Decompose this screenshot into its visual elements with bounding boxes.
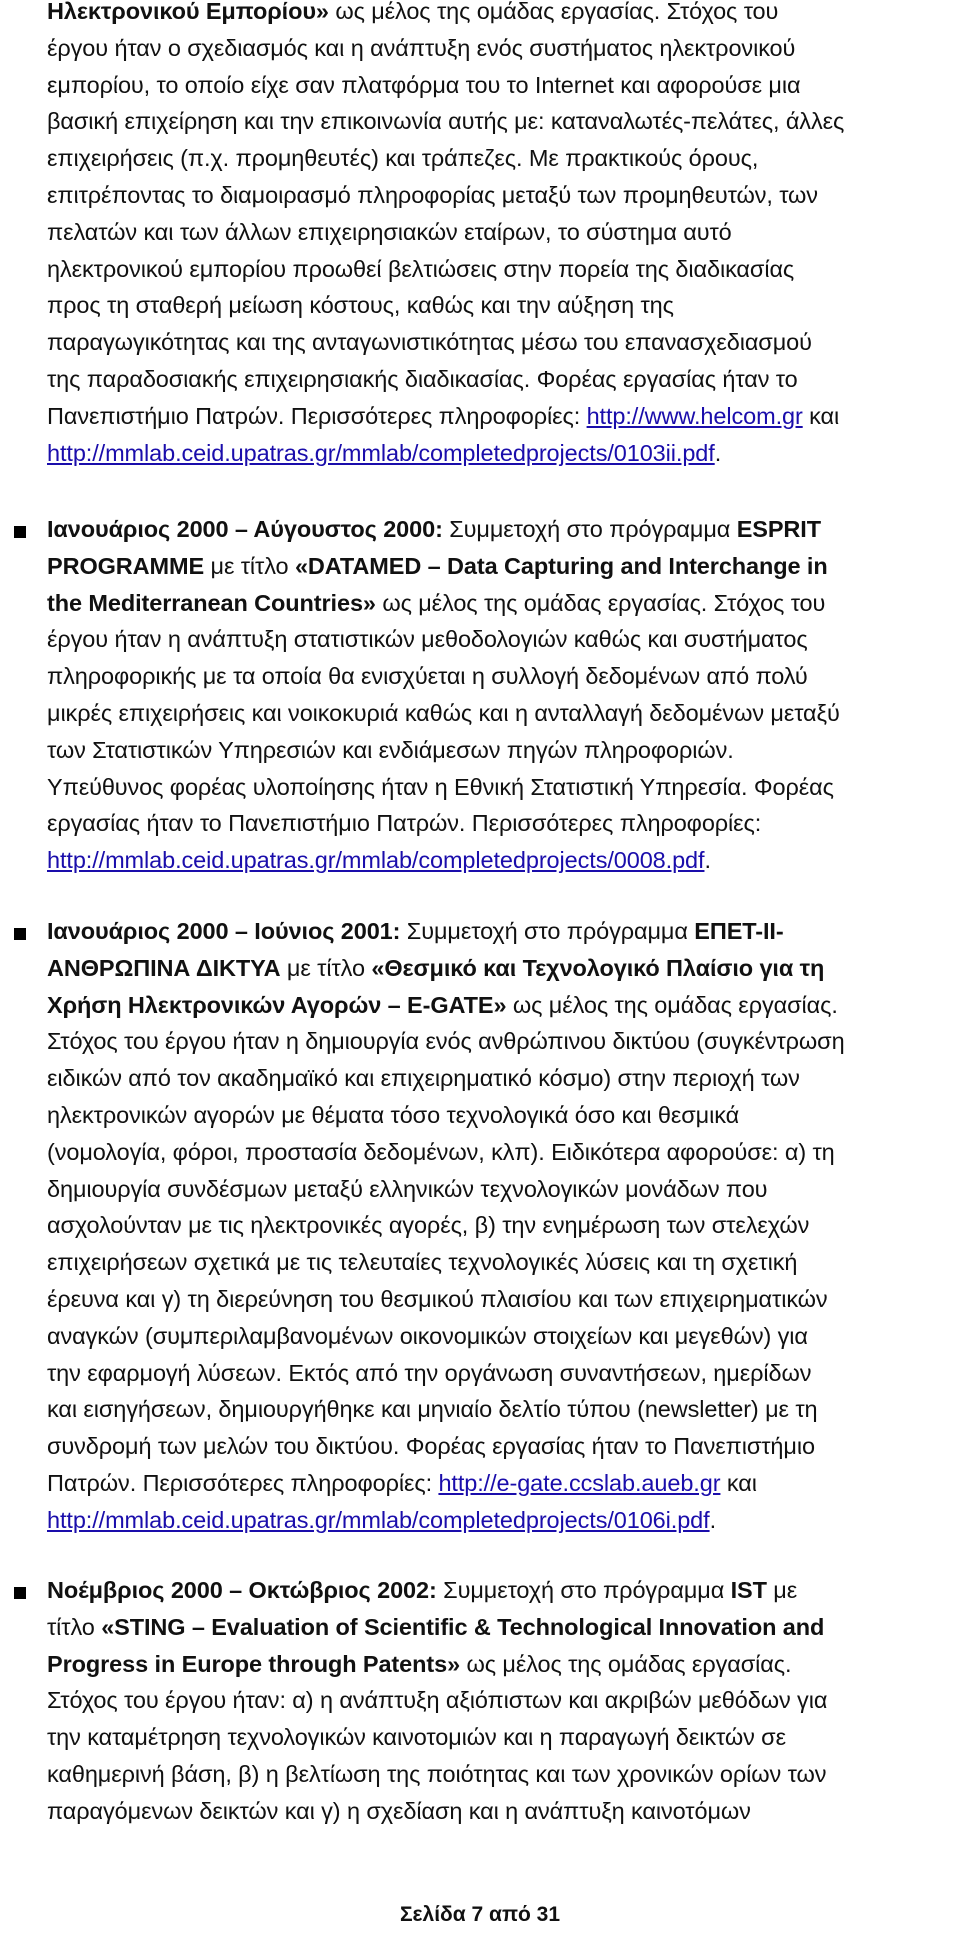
body-text: ως μέλος της ομάδας εργασίας. Στόχος του [375,589,826,616]
body-text: . [704,847,711,874]
bold-text: IST [730,1577,767,1603]
body-text: προς τη σταθερή μείωση κόστους, καθώς και την αύξηση της [47,292,674,319]
body-text: και [802,402,840,429]
body-text: Στόχος του έργου ήταν η δημιουργία ενός ανθρώπινου δικτύου (συγκέντρωση [47,1028,845,1055]
text-line [47,805,960,842]
body-text: μικρές επιχειρήσεις και νοικοκυριά καθώς και η ανταλλαγή δεδομένων μεταξύ [47,699,840,726]
body-text: ηλεκτρονικού εμπορίου προωθεί βελτιώσεις στην πορεία της διαδικασίας [47,255,795,282]
text-line [47,987,960,1024]
text-line [47,0,960,30]
body-text: καθημερινή βάση, β) η βελτίωση της ποιότητας και των χρονικών ορίων των [47,1760,827,1787]
body-text: έρευνα και γ) τη διερεύνηση του θεσμικού πλαισίου και των επιχειρηματικών [47,1285,828,1312]
text-line [47,658,960,695]
body-text: ασχολούνταν με τις ηλεκτρονικές αγορές, β) την ενημέρωση των στελεχών [47,1212,810,1239]
square-bullet-icon [14,526,26,538]
body-text: Στόχος του έργου ήταν: α) η ανάπτυξη αξιόπιστων και ακριβών μεθόδων για [47,1687,828,1714]
reference-link[interactable]: http://mmlab.ceid.upatras.gr/mmlab/completedprojects/0008.pdf [47,847,705,874]
body-text: βασική επιχείρηση και την επικοινωνία αυτής με: καταναλωτές-πελάτες, άλλες [47,108,845,135]
text-line [47,30,960,67]
text-line [47,1281,960,1318]
text-line [47,1023,960,1060]
text-line [47,1572,960,1609]
body-text: των Στατιστικών Υπηρεσιών και ενδιάμεσων πηγών πληροφοριών. [47,736,734,763]
text-line [47,1719,960,1756]
text-line [47,913,960,950]
text-line [47,585,960,622]
text-line [47,214,960,251]
text-line [47,140,960,177]
body-text: ως μέλος της ομάδας εργασίας. [460,1650,792,1677]
body-text: ειδικών από τον ακαδημαϊκό και επιχειρηματικό κόσμο) στην περιοχή των [47,1065,800,1092]
bold-text: PROGRAMME [47,552,205,579]
text-line [47,1318,960,1355]
text-line [47,103,960,140]
body-text: . [709,1506,717,1533]
bold-text: «DATAMED – Data Capturing and Interchange in [294,552,828,579]
text-line [47,732,960,769]
project-entry-text [47,1572,960,1830]
reference-link[interactable]: http://e-gate.ccslab.aueb.gr [438,1469,721,1496]
body-text: και [720,1469,757,1496]
body-text: εμπορίου, το οποίο είχε σαν πλατφόρμα του το Internet και αφορούσε μια [47,71,801,98]
body-text: δημιουργία συνδέσμων μεταξύ ελληνικών τεχνολογικών μονάδων που [47,1175,768,1202]
body-text: με τίτλο [204,552,295,579]
text-line [47,1060,960,1097]
body-text: επιχειρήσεων σχετικά με τις τελευταίες τεχνολογικές λύσεις και τη σχετική [47,1249,798,1276]
text-line [47,548,960,585]
body-text: ως μέλος της ομάδας εργασίας. Στόχος του [328,0,779,24]
text-line [47,1682,960,1719]
reference-link[interactable]: http://www.helcom.gr [586,402,803,429]
body-text: Πατρών. Περισσότερες πληροφορίες: [47,1469,439,1496]
body-text: Συμμετοχή στο πρόγραμμα [400,918,695,944]
text-line [47,1428,960,1465]
text-line [47,1207,960,1244]
body-text: με [766,1577,798,1603]
text-line [47,1244,960,1281]
body-text: Συμμετοχή στο πρόγραμμα [436,1577,731,1603]
body-text: πελατών και των άλλων επιχειρησιακών εταίρων, το σύστημα αυτό [47,218,732,245]
body-text: της παραδοσιακής επιχειρησιακής διαδικασίας. Φορέας εργασίας ήταν το [47,365,798,392]
text-line [47,1793,960,1830]
square-bullet-icon [14,928,26,940]
text-line [47,1391,960,1428]
body-text: την εφαρμογή λύσεων. Εκτός από την οργάνωση συναντήσεων, ημερίδων [47,1359,812,1386]
text-line [47,287,960,324]
body-text: ηλεκτρονικών αγορών με θέματα τόσο τεχνολογικά όσο και θεσμικά [47,1101,740,1128]
project-entry-datamed [47,511,960,879]
text-line [47,511,960,548]
bold-text: the Mediterranean Countries» [47,589,376,616]
project-entry-sting [47,1572,960,1830]
text-line [47,1756,960,1793]
bold-text: ΕΠΕΤ-ΙΙ- [694,918,784,944]
text-line [47,1609,960,1646]
text-line [47,1502,960,1539]
text-line [47,1134,960,1171]
body-text: ως μέλος της ομάδας εργασίας. [506,991,838,1018]
bold-text: Progress in Europe through Patents» [47,1650,461,1677]
text-line [47,842,960,879]
text-line [47,1355,960,1392]
body-text: συνδρομή των μελών του δικτύου. Φορέας εργασίας ήταν το Πανεπιστήμιο [47,1433,815,1460]
text-line [47,324,960,361]
body-text: την καταμέτρηση τεχνολογικών καινοτομιών και η παραγωγή δεικτών σε [47,1724,786,1751]
body-text: με τίτλο [280,954,372,981]
body-text: παραγωγικότητας και της ανταγωνιστικότητας μέσω του επανασχεδιασμού [47,329,812,356]
body-text: επιχειρήσεις (π.χ. προμηθευτές) και τράπεζες. Με πρακτικούς όρους, [47,145,759,172]
square-bullet-icon [14,1587,26,1599]
bold-text: Ιανουάριος 2000 – Αύγουστος 2000: [47,516,443,542]
body-text: αναγκών (συμπεριλαμβανομένων οικονομικών στοιχείων και μεγεθών) για [47,1322,808,1349]
text-line [47,621,960,658]
body-text: . [714,439,722,466]
text-line [47,950,960,987]
text-line [47,398,960,435]
project-entry-egate [47,913,960,1539]
body-text: και εισηγήσεων, δημιουργήθηκε και μηνιαίο δελτίο τύπου (newsletter) με τη [47,1396,818,1423]
body-text: έργου ήταν ο σχεδιασμός και η ανάπτυξη ενός συστήματος ηλεκτρονικού [47,34,796,61]
project-entry-text [47,913,960,1539]
body-text: πληροφορικής με τα οποία θα ενισχύεται η συλλογή δεδομένων από πολύ [47,663,808,690]
body-text: εργασίας ήταν το Πανεπιστήμιο Πατρών. Περισσότερες πληροφορίες: [47,810,762,837]
body-text: παραγόμενων δεικτών και γ) η σχεδίαση και η ανάπτυξη καινοτόμων [47,1797,751,1824]
body-text: τίτλο [47,1613,102,1640]
reference-link[interactable]: http://mmlab.ceid.upatras.gr/mmlab/completedprojects/0103ii.pdf [47,439,715,466]
body-text: Πανεπιστήμιο Πατρών. Περισσότερες πληροφορίες: [47,402,587,429]
bold-text: Νοέμβριος 2000 – Οκτώβριος 2002: [47,1577,437,1603]
reference-link[interactable]: http://mmlab.ceid.upatras.gr/mmlab/completedprojects/0106i.pdf [47,1506,710,1533]
text-line [47,1465,960,1502]
text-line [47,1646,960,1683]
body-text: (νομολογία, φόροι, προστασία δεδομένων, κλπ). Ειδικότερα αφορούσε: α) τη [47,1138,835,1165]
bold-text: Ηλεκτρονικού Εμπορίου» [47,0,329,24]
body-text: Συμμετοχή στο πρόγραμμα [442,516,737,542]
bold-text: Χρήση Ηλεκτρονικών Αγορών – E-GATE» [47,991,507,1018]
bold-text: ΑΝΘΡΩΠΙΝΑ ΔΙΚΤΥΑ [47,954,281,981]
text-line [47,1171,960,1208]
page-number-footer: Σελίδα 7 από 31 [399,1903,561,1926]
text-line [47,67,960,104]
text-line [47,251,960,288]
text-line [47,769,960,806]
text-line [47,435,960,472]
text-line [47,695,960,732]
bold-text: «STING – Evaluation of Scientific & Technological Innovation and [101,1613,825,1640]
bold-text: Ιανουάριος 2000 – Ιούνιος 2001: [47,918,401,944]
bold-text: ESPRIT [736,516,821,542]
body-text: έργου ήταν η ανάπτυξη στατιστικών μεθοδολογιών καθώς και συστήματος [47,626,808,653]
intro-paragraph [47,0,960,471]
project-entry-text [47,511,960,879]
text-line [47,361,960,398]
body-text: Υπεύθυνος φορέας υλοποίησης ήταν η Εθνική Στατιστική Υπηρεσία. Φορέας [47,773,834,800]
text-line [47,177,960,214]
bold-text: «Θεσμικό και Τεχνολογικό Πλαίσιο για τη [371,954,825,981]
text-line [47,1097,960,1134]
body-text: επιτρέποντας το διαμοιρασμό πληροφορίας μεταξύ των προμηθευτών, των [47,181,818,208]
